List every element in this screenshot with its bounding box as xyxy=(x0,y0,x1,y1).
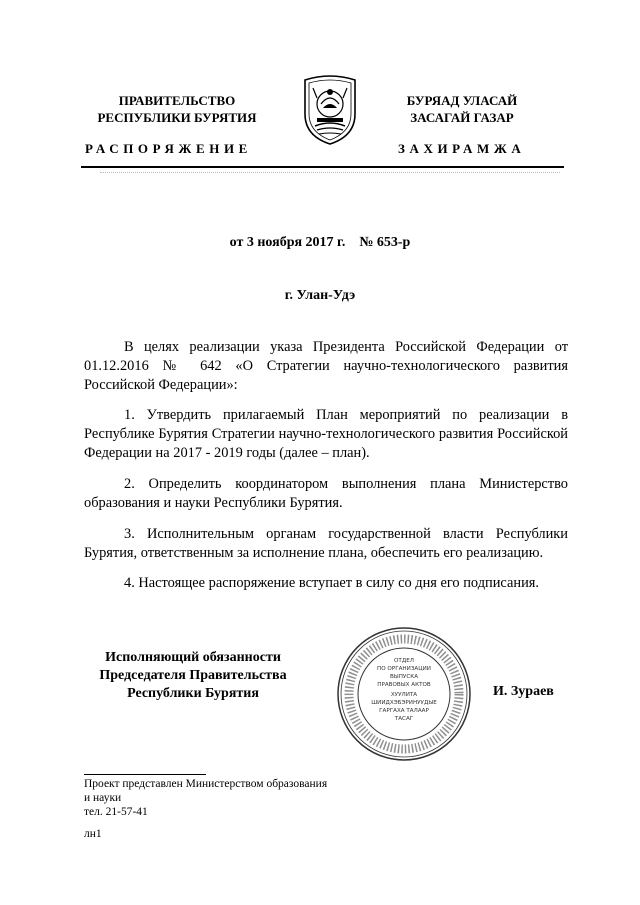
seal-text-line8: ТАСАГ xyxy=(394,716,414,722)
header-right-line2: ЗАСАГАЙ ГАЗАР xyxy=(410,110,514,125)
signatory-name: И. Зураев xyxy=(493,684,554,699)
paragraph-item-3: 3. Исполнительным органам государственной власти Республики Бурятия, ответственным за исполнение плана, обеспечить его реализацию. xyxy=(84,526,568,561)
seal-text-line2: ПО ОРГАНИЗАЦИИ xyxy=(377,666,431,672)
footer-line2: и науки xyxy=(84,792,122,804)
footer-divider xyxy=(84,774,206,775)
header-left-block xyxy=(82,92,272,126)
document-code: лн1 xyxy=(84,828,102,840)
footer-phone: тел. 21-57-41 xyxy=(84,806,148,818)
signatory-title-line2: Председателя Правительства xyxy=(99,668,287,683)
seal-text-line3: ВЫПУСКА xyxy=(389,674,419,680)
doc-type-russian: РАСПОРЯЖЕНИЕ xyxy=(85,141,252,156)
footer-line1: Проект представлен Министерством образования xyxy=(84,778,328,790)
header-left-line1: ПРАВИТЕЛЬСТВО xyxy=(118,93,236,108)
republic-of-buryatia-coat-of-arms-icon xyxy=(299,74,361,146)
paragraph-item-2: 2. Определить координатором выполнения плана Министерство образования и науки Республики Бурятия. xyxy=(84,476,568,511)
header-right-block xyxy=(386,92,538,126)
header-dotted-divider xyxy=(100,172,560,179)
doc-type-buryat: ЗАХИРАМЖА xyxy=(398,141,526,156)
seal-text-line7: ГАРГАХА ТАЛААР xyxy=(379,708,429,714)
document-city: г. Улан-Удэ xyxy=(284,288,356,303)
seal-text-line1: ОТДЕЛ xyxy=(394,658,414,664)
seal-text-line6: ШИИДХЭБЭРИНУУДЫЕ xyxy=(371,700,437,706)
paragraph-item-4: 4. Настоящее распоряжение вступает в силу со дня его подписания. xyxy=(124,575,539,591)
document-date-number: от 3 ноября 2017 г. № 653-р xyxy=(229,235,411,250)
seal-text-line4: ПРАВОВЫХ АКТОВ xyxy=(377,682,431,688)
official-round-seal-icon xyxy=(336,626,472,762)
paragraph-item-1: 1. Утвердить прилагаемый План мероприятий по реализации в Республике Бурятия Стратегии научно-технологического развития Российской Федерации на 2017 - 2019 годы (далее – план). xyxy=(84,407,568,461)
header-right-line1: БУРЯАД УЛАСАЙ xyxy=(406,93,518,108)
signatory-title-line3: Республики Бурятия xyxy=(127,686,259,701)
signatory-title xyxy=(88,649,298,703)
footer-note xyxy=(84,777,327,819)
signatory-title-line1: Исполняющий обязанности xyxy=(105,650,281,665)
seal-text-line5: ХУУЛИТА xyxy=(390,692,418,698)
header-left-line2: РЕСПУБЛИКИ БУРЯТИЯ xyxy=(97,110,257,125)
header-divider xyxy=(81,166,564,168)
paragraph-preamble: В целях реализации указа Президента Российской Федерации от 01.12.2016 № 642 «О Стратегии научно-технологического развития Российской Федерации»: xyxy=(84,339,568,393)
